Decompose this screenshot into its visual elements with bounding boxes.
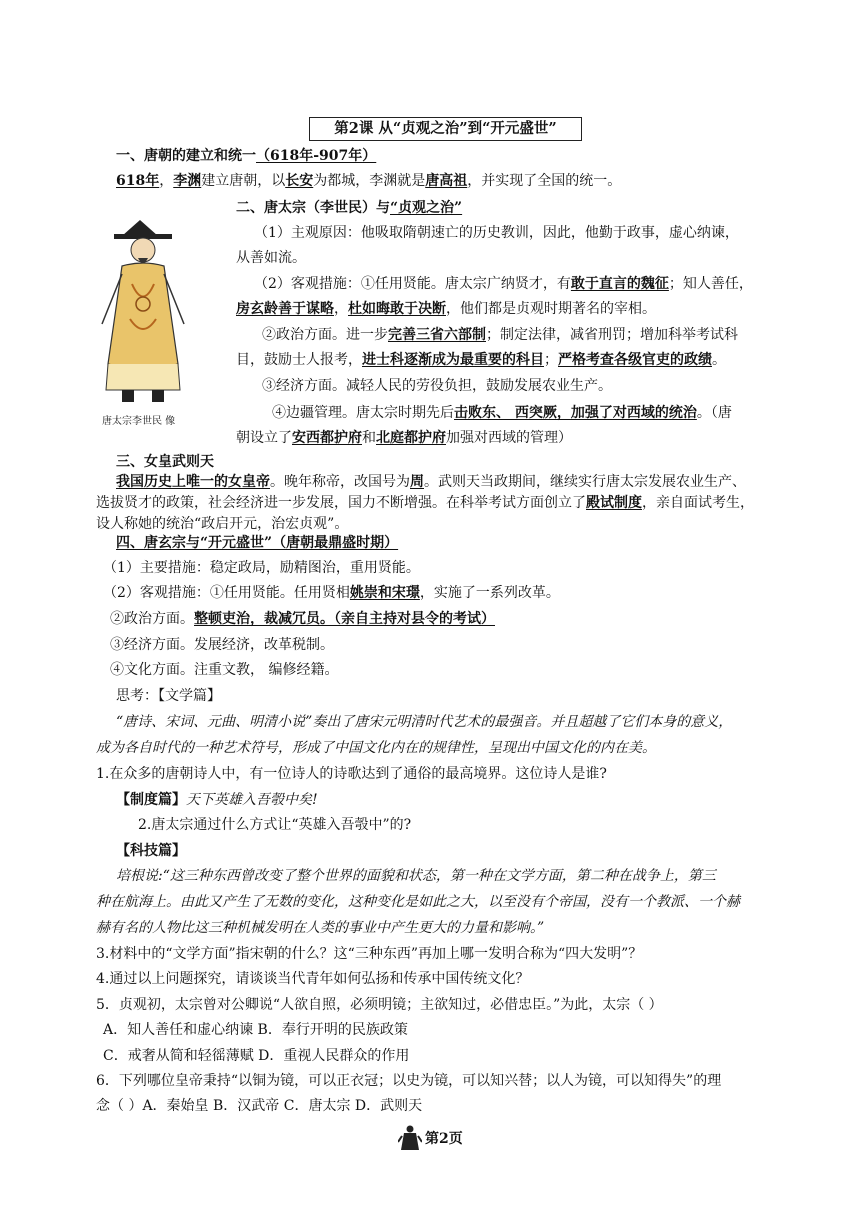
question-4: 4.通过以上问题探究，请谈谈当代青年如何弘扬和传承中国传统文化？ bbox=[96, 971, 530, 987]
section4-heading: 四、唐玄宗与“开元盛世”（唐朝最鼎盛时期） bbox=[116, 535, 399, 551]
question-6b: 念（ ）A．秦始皇 B．汉武帝 C．唐太宗 D．武则天 bbox=[96, 1098, 423, 1114]
section3-l2: 选拔贤才的政策，社会经济进一步发展，国力不断增强。在科举考试方面创立了殿试制度，亲自面试考生， bbox=[96, 495, 754, 511]
question-5-options-ab: A．知人善任和虚心纳谏 B．奉行开明的民族政策 bbox=[103, 1022, 408, 1038]
section2-p2a: （2）客观措施：①任用贤能。唐太宗广纳贤才，有敢于直言的魏征；知人善任， bbox=[254, 276, 753, 292]
portrait-caption: 唐太宗李世民 像 bbox=[102, 416, 176, 427]
section2-p3a: ②政治方面。进一步完善三省六部制；制定法律，减省刑罚；增加科举考试科 bbox=[262, 327, 738, 343]
question-6a: 6．下列哪位皇帝秉持“以铜为镜，可以正衣冠；以史为镜，可以知兴替；以人为镜，可以知得失”的理 bbox=[96, 1073, 722, 1089]
section2-p2b: 房玄龄善于谋略，杜如晦敢于决断，他们都是贞观时期著名的宰相。 bbox=[236, 301, 656, 317]
section2-heading: 二、唐太宗（李世民）与“贞观之治” bbox=[236, 200, 463, 216]
footer-figure-icon bbox=[398, 1124, 422, 1152]
tech-label: 【科技篇】 bbox=[116, 843, 186, 859]
section4-l3: ②政治方面。整顿吏治，裁减冗员。（亲自主持对县令的考试） bbox=[110, 611, 495, 627]
section3-l1: 我国历史上唯一的女皇帝。晚年称帝，改国号为周。武则天当政期间，继续实行唐太宗发展农业生产、 bbox=[116, 474, 746, 490]
section4-l5: ④文化方面。注重文教， 编修经籍。 bbox=[110, 662, 339, 678]
section1-line: 618年，李渊建立唐朝，以长安为都城，李渊就是唐高祖，并实现了全国的统一。 bbox=[116, 173, 622, 189]
emperor-portrait bbox=[92, 214, 194, 410]
think-p1b: 成为各自时代的一种艺术符号，形成了中国文化内在的规律性，呈现出中国文化的内在美。 bbox=[96, 740, 656, 756]
tech-t3: 赫有名的人物比这三种机械发明在人类的事业中产生更大的力量和影响。” bbox=[96, 920, 545, 936]
section2-p5a: ④边疆管理。唐太宗时期先后击败东、 西突厥，加强了对西域的统治。（唐 bbox=[272, 405, 732, 421]
question-5-options-cd: C．戒奢从简和轻徭薄赋 D．重视人民群众的作用 bbox=[103, 1048, 410, 1064]
question-3: 3.材料中的“文学方面”指宋朝的什么？这“三种东西”再加上哪一发明合称为“四大发明”？ bbox=[96, 946, 643, 962]
section4-l1: （1）主要措施：稳定政局，励精图治，重用贤能。 bbox=[103, 560, 420, 576]
section2-p1a: （1）主观原因：他吸取隋朝速亡的历史教训，因此，他勤于政事，虚心纳谏， bbox=[254, 225, 739, 241]
section2-p4: ③经济方面。减轻人民的劳役负担，鼓励发展农业生产。 bbox=[262, 378, 612, 394]
section1-heading: 一、唐朝的建立和统一（618年-907年） bbox=[116, 148, 377, 164]
question-5: 5．贞观初，太宗曾对公卿说“人欲自照，必须明镜；主欲知过，必借忠臣。”为此，太宗（ ） bbox=[96, 997, 663, 1013]
tech-t2: 种在航海上。由此又产生了无数的变化，这种变化是如此之大，以至没有个帝国，没有一个教派、一个赫 bbox=[96, 894, 740, 910]
question-1: 1.在众多的唐朝诗人中，有一位诗人的诗歌达到了通俗的最高境界。这位诗人是谁? bbox=[96, 766, 607, 782]
section2-p1b: 从善如流。 bbox=[236, 250, 306, 266]
section4-l4: ③经济方面。发展经济，改革税制。 bbox=[110, 637, 334, 653]
system-section: 【制度篇】天下英雄入吾彀中矣! bbox=[116, 792, 318, 808]
section4-l2: （2）客观措施：①任用贤能。任用贤相姚崇和宋璟，实施了一系列改革。 bbox=[103, 585, 560, 601]
page-number: 第2页 bbox=[425, 1131, 463, 1147]
page-title: 第2课 从“贞观之治”到“开元盛世” bbox=[309, 117, 582, 141]
think-label: 思考：【文学篇】 bbox=[116, 688, 221, 704]
think-p1a: “唐诗、宋词、元曲、明清小说”奏出了唐宋元明清时代艺术的最强音。并且超越了它们本身的意义， bbox=[116, 714, 733, 730]
tech-t1: 培根说:“这三种东西曾改变了整个世界的面貌和状态，第一种在文学方面，第二种在战争上，第三 bbox=[116, 868, 716, 884]
section3-l3: 设人称她的统治“政启开元，治宏贞观”。 bbox=[96, 516, 349, 532]
question-2: 2.唐太宗通过什么方式让“英雄入吾彀中”的? bbox=[138, 817, 412, 833]
section2-p5b: 朝设立了安西都护府和北庭都护府加强对西域的管理） bbox=[236, 430, 572, 446]
section2-p3b: 目，鼓励士人报考，进士科逐渐成为最重要的科目；严格考查各级官吏的政绩。 bbox=[236, 352, 726, 368]
section3-heading: 三、女皇武则天 bbox=[116, 454, 214, 470]
